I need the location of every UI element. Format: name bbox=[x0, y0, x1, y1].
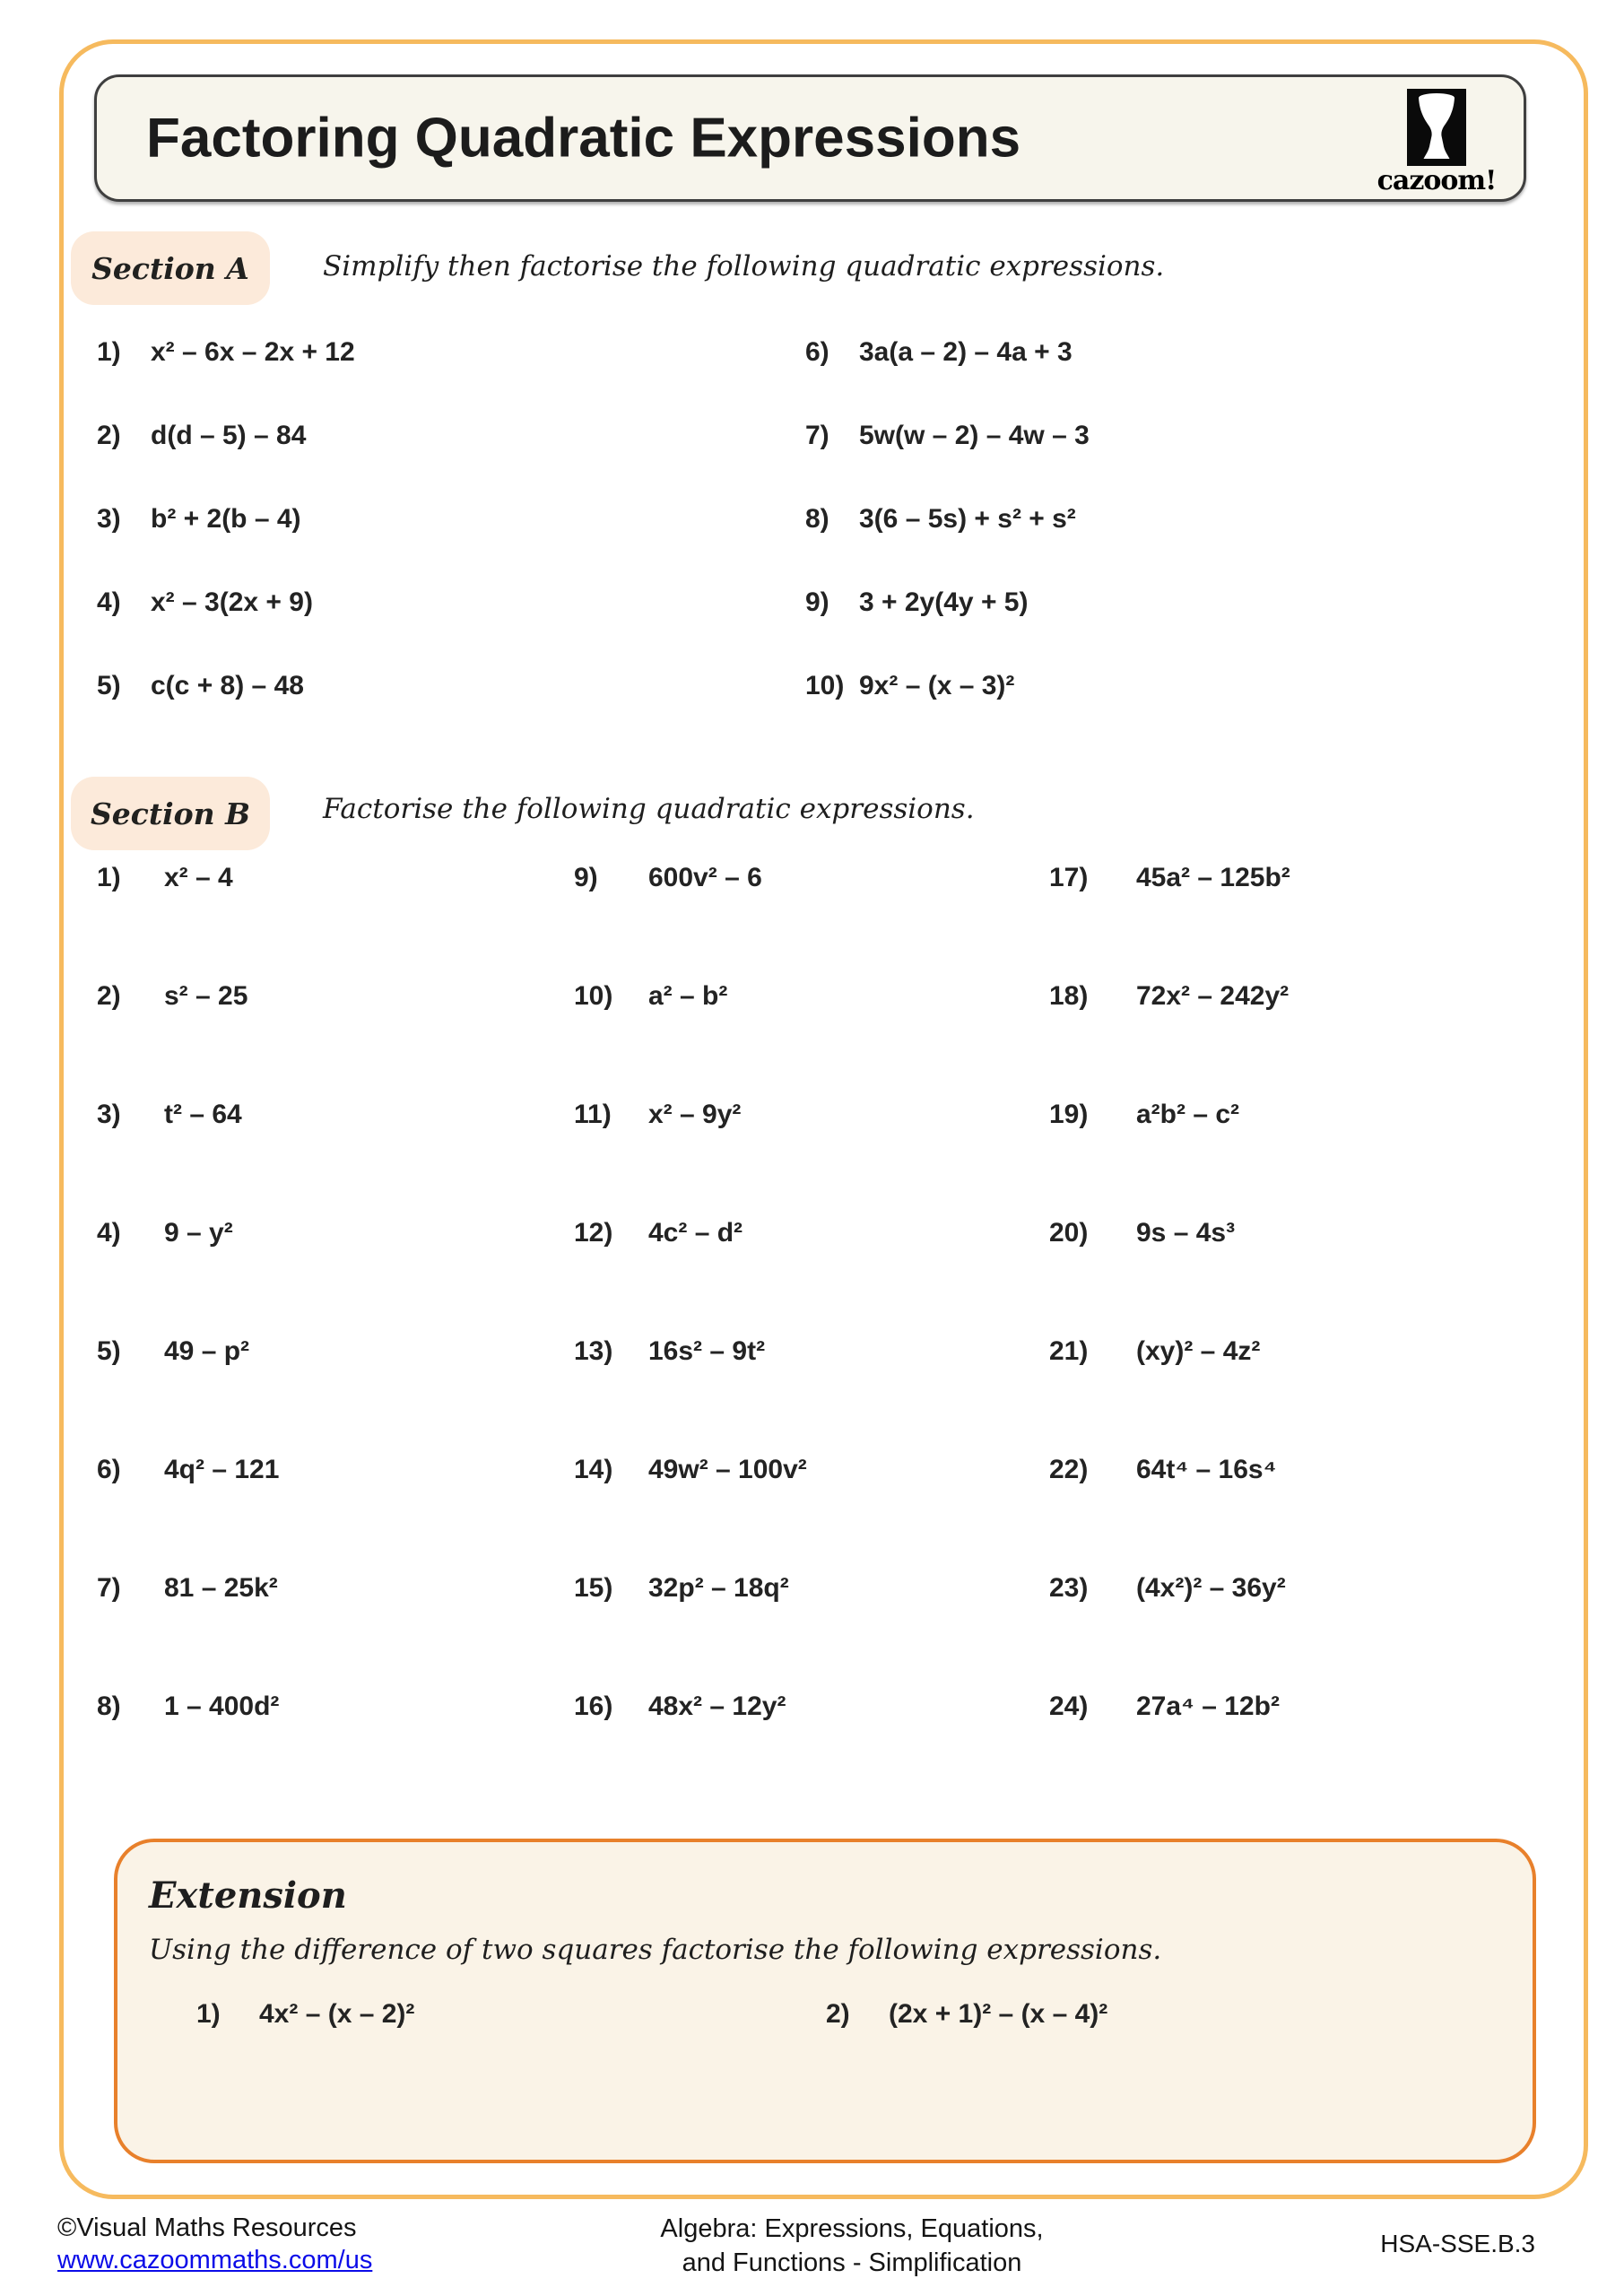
problem-row bbox=[1049, 860, 1290, 978]
extension-box bbox=[114, 1839, 1536, 2163]
footer-topic bbox=[493, 2212, 1211, 2280]
problem-number: 22) bbox=[1049, 1455, 1089, 1484]
problem-expression: 64t⁴ – 16s⁴ bbox=[1136, 1455, 1277, 1484]
problem-row bbox=[97, 585, 355, 668]
section-b-label bbox=[71, 777, 270, 850]
problem-expression: (xy)² – 4z² bbox=[1136, 1336, 1261, 1366]
problem-row bbox=[1049, 1570, 1290, 1689]
problem-row bbox=[574, 1689, 807, 1807]
section-a-column-1 bbox=[97, 335, 355, 752]
extension-title: Extension bbox=[149, 1874, 347, 1917]
problem-number: 1) bbox=[97, 863, 121, 892]
footer-website-link[interactable]: www.cazoommaths.com/us bbox=[57, 2246, 373, 2274]
problem-expression: x² – 4 bbox=[164, 863, 233, 892]
problem-row bbox=[574, 978, 807, 1097]
problem-number: 9) bbox=[574, 863, 598, 892]
problem-expression: t² – 64 bbox=[164, 1100, 242, 1129]
problem-row bbox=[574, 1570, 807, 1689]
problem-row bbox=[97, 335, 355, 418]
problem-row bbox=[97, 1452, 279, 1570]
problem-expression: 3a(a – 2) – 4a + 3 bbox=[859, 337, 1073, 367]
problem-row bbox=[1049, 1452, 1290, 1570]
problem-number: 17) bbox=[1049, 863, 1089, 892]
problem-expression: 9x² – (x – 3)² bbox=[859, 671, 1015, 700]
section-b-column-1 bbox=[97, 860, 279, 1807]
problem-expression: d(d – 5) – 84 bbox=[151, 421, 307, 450]
problem-row bbox=[97, 418, 355, 501]
problem-expression: 9s – 4s³ bbox=[1136, 1218, 1236, 1248]
problem-number: 8) bbox=[805, 504, 829, 534]
problem-expression: 5w(w – 2) – 4w – 3 bbox=[859, 421, 1090, 450]
problem-number: 21) bbox=[1049, 1336, 1089, 1366]
footer-topic-line2: and Functions - Simplification bbox=[682, 2248, 1022, 2277]
problem-number: 6) bbox=[805, 337, 829, 367]
problem-number: 6) bbox=[97, 1455, 121, 1484]
worksheet-header bbox=[94, 74, 1526, 202]
problem-expression: 4c² – d² bbox=[648, 1218, 743, 1248]
problem-row bbox=[805, 585, 1090, 668]
problem-number: 7) bbox=[805, 421, 829, 450]
problem-number: 16) bbox=[574, 1692, 613, 1721]
problem-number: 11) bbox=[574, 1100, 612, 1129]
problem-number: 10) bbox=[574, 981, 613, 1011]
problem-row bbox=[97, 1334, 279, 1452]
problem-row bbox=[1049, 1215, 1290, 1334]
problem-row bbox=[574, 1452, 807, 1570]
problem-number: 13) bbox=[574, 1336, 613, 1366]
section-b-instruction: Factorise the following quadratic expressions. bbox=[323, 793, 975, 825]
problem-row bbox=[97, 1097, 279, 1215]
problem-number: 18) bbox=[1049, 981, 1089, 1011]
problem-row bbox=[574, 860, 807, 978]
problem-row bbox=[574, 1334, 807, 1452]
problem-row bbox=[574, 1215, 807, 1334]
problem-row bbox=[97, 978, 279, 1097]
problem-number: 5) bbox=[97, 1336, 121, 1366]
problem-expression: s² – 25 bbox=[164, 981, 248, 1011]
section-a-label bbox=[71, 231, 270, 305]
extension-instruction: Using the difference of two squares factorise the following expressions. bbox=[149, 1934, 1162, 1966]
problem-row bbox=[97, 668, 355, 752]
problem-row bbox=[97, 860, 279, 978]
problem-expression: b² + 2(b – 4) bbox=[151, 504, 301, 534]
problem-expression: 3(6 – 5s) + s² + s² bbox=[859, 504, 1076, 534]
problem-row bbox=[1049, 1097, 1290, 1215]
cazoom-logo bbox=[1369, 88, 1504, 196]
section-a-instruction: Simplify then factorise the following quadratic expressions. bbox=[323, 250, 1165, 283]
section-a-column-2 bbox=[805, 335, 1090, 752]
problem-expression: 45a² – 125b² bbox=[1136, 863, 1290, 892]
section-a-label-text: Section A bbox=[91, 250, 249, 286]
problem-number: 23) bbox=[1049, 1573, 1089, 1603]
problem-expression: 4q² – 121 bbox=[164, 1455, 280, 1484]
problem-expression: 49 – p² bbox=[164, 1336, 250, 1366]
problem-number: 7) bbox=[97, 1573, 121, 1603]
problem-number: 3) bbox=[97, 1100, 121, 1129]
problem-number: 15) bbox=[574, 1573, 613, 1603]
footer-standard-code: HSA-SSE.B.3 bbox=[1380, 2230, 1535, 2257]
problem-expression: (4x²)² – 36y² bbox=[1136, 1573, 1286, 1603]
section-b-label-text: Section B bbox=[90, 796, 251, 831]
problem-expression: 9 – y² bbox=[164, 1218, 233, 1248]
problem-number: 9) bbox=[805, 587, 829, 617]
section-b-column-2 bbox=[574, 860, 807, 1807]
problem-number: 4) bbox=[97, 1218, 121, 1248]
problem-row bbox=[805, 668, 1090, 752]
problem-expression: x² – 6x – 2x + 12 bbox=[151, 337, 355, 367]
problem-number: 5) bbox=[97, 671, 121, 700]
problem-number: 12) bbox=[574, 1218, 613, 1248]
problem-row bbox=[805, 418, 1090, 501]
problem-row bbox=[1049, 1689, 1290, 1807]
problem-expression: a² – b² bbox=[648, 981, 728, 1011]
problem-expression: 48x² – 12y² bbox=[648, 1692, 786, 1721]
problem-number: 10) bbox=[805, 671, 845, 700]
logo-wordmark: cazoom! bbox=[1376, 165, 1497, 196]
problem-expression: a²b² – c² bbox=[1136, 1100, 1240, 1129]
problem-expression: 16s² – 9t² bbox=[648, 1336, 766, 1366]
problem-number: 20) bbox=[1049, 1218, 1089, 1248]
footer-copyright: ©Visual Maths Resources bbox=[57, 2213, 357, 2242]
page-title: Factoring Quadratic Expressions bbox=[146, 107, 1021, 170]
problem-row bbox=[97, 1689, 279, 1807]
problem-number: 14) bbox=[574, 1455, 613, 1484]
problem-row bbox=[196, 1996, 414, 2032]
problem-row bbox=[1049, 978, 1290, 1097]
problem-row bbox=[805, 501, 1090, 585]
problem-expression: x² – 3(2x + 9) bbox=[151, 587, 313, 617]
footer-topic-line1: Algebra: Expressions, Equations, bbox=[660, 2214, 1044, 2243]
djembe-drum-icon bbox=[1406, 88, 1467, 167]
problem-row bbox=[574, 1097, 807, 1215]
problem-expression: 3 + 2y(4y + 5) bbox=[859, 587, 1029, 617]
problem-row bbox=[97, 1570, 279, 1689]
problem-number: 1) bbox=[97, 337, 121, 367]
problem-expression: 27a⁴ – 12b² bbox=[1136, 1692, 1280, 1721]
problem-expression: 81 – 25k² bbox=[164, 1573, 278, 1603]
problem-number: 3) bbox=[97, 504, 121, 534]
problem-expression: 49w² – 100v² bbox=[648, 1455, 807, 1484]
problem-expression: 4x² – (x – 2)² bbox=[259, 1999, 415, 2029]
problem-expression: 1 – 400d² bbox=[164, 1692, 280, 1721]
problem-expression: 600v² – 6 bbox=[648, 863, 762, 892]
problem-row bbox=[97, 1215, 279, 1334]
problem-number: 8) bbox=[97, 1692, 121, 1721]
problem-expression: (2x + 1)² – (x – 4)² bbox=[889, 1999, 1108, 2029]
section-b-column-3 bbox=[1049, 860, 1290, 1807]
problem-row bbox=[805, 335, 1090, 418]
problem-expression: 32p² – 18q² bbox=[648, 1573, 789, 1603]
problem-number: 2) bbox=[97, 421, 121, 450]
problem-row bbox=[97, 501, 355, 585]
problem-expression: c(c + 8) – 48 bbox=[151, 671, 304, 700]
problem-number: 2) bbox=[826, 1999, 850, 2029]
problem-number: 19) bbox=[1049, 1100, 1089, 1129]
problem-number: 24) bbox=[1049, 1692, 1089, 1721]
problem-row bbox=[826, 1996, 1107, 2032]
problem-expression: 72x² – 242y² bbox=[1136, 981, 1290, 1011]
problem-number: 4) bbox=[97, 587, 121, 617]
problem-row bbox=[1049, 1334, 1290, 1452]
problem-expression: x² – 9y² bbox=[648, 1100, 742, 1129]
problem-number: 1) bbox=[196, 1999, 221, 2029]
problem-number: 2) bbox=[97, 981, 121, 1011]
